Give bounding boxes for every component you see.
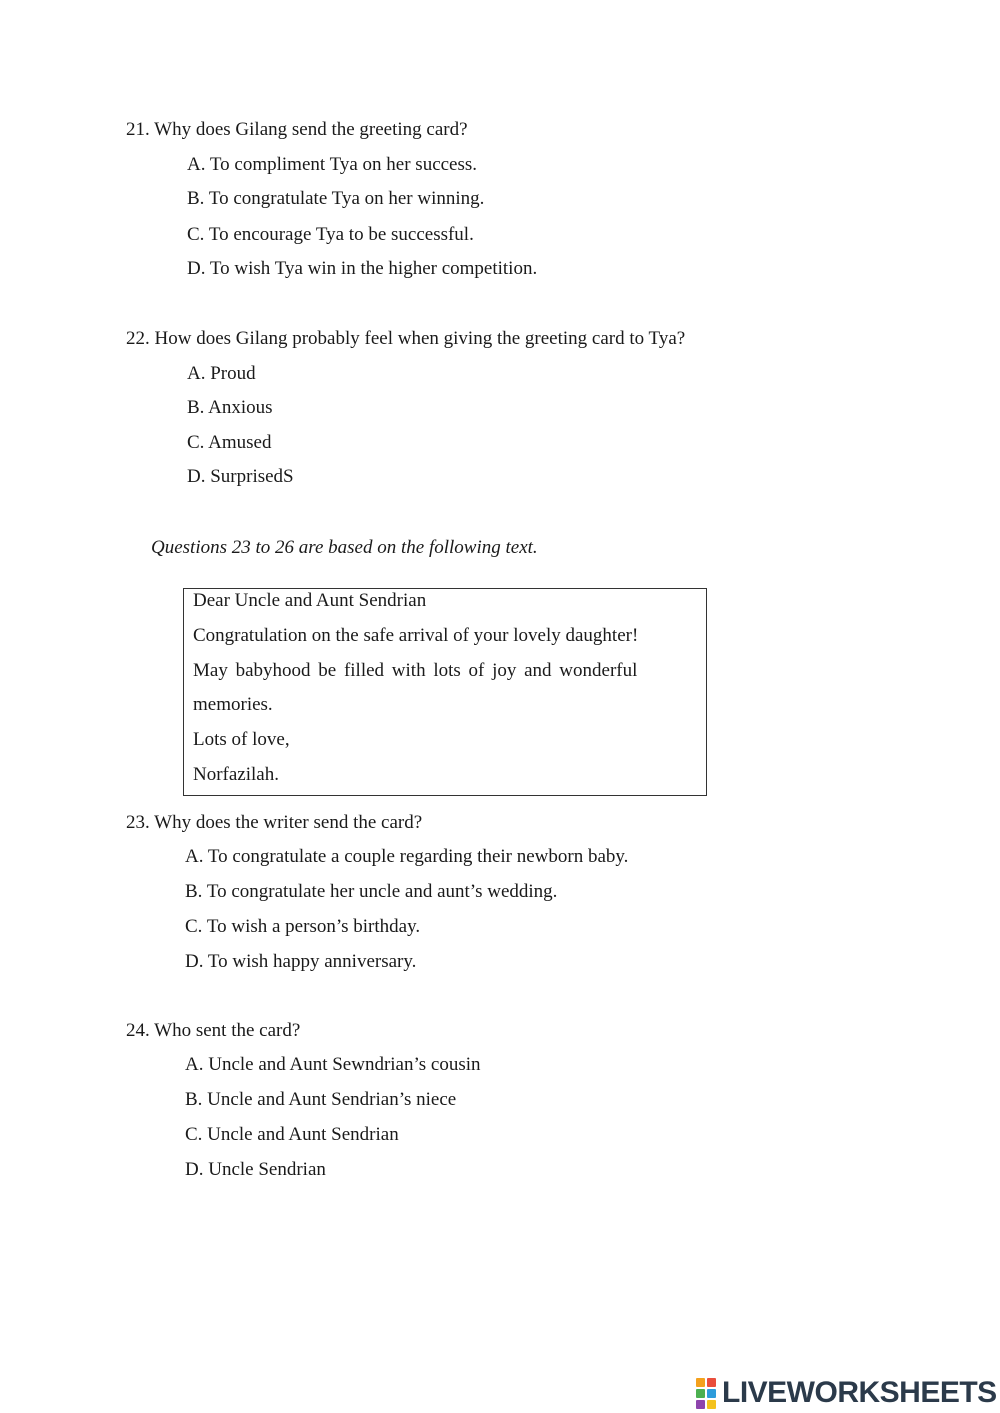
liveworksheets-logo — [696, 1376, 997, 1410]
card-line: memories. — [193, 694, 273, 715]
q24-option-d[interactable]: D. Uncle Sendrian — [185, 1159, 326, 1180]
question-21: 21. Why does Gilang send the greeting card? — [126, 119, 468, 140]
card-greeting: Dear Uncle and Aunt Sendrian — [193, 590, 427, 611]
logo-block — [707, 1389, 716, 1398]
q22-option-a[interactable]: A. Proud — [187, 363, 256, 384]
q22-option-b[interactable]: B. Anxious — [187, 397, 273, 418]
q23-option-a[interactable]: A. To congratulate a couple regarding their newborn baby. — [185, 846, 629, 867]
logo-block — [696, 1389, 705, 1398]
logo-blocks-icon — [696, 1378, 716, 1409]
question-23: 23. Why does the writer send the card? — [126, 812, 423, 833]
q23-option-d[interactable]: D. To wish happy anniversary. — [185, 951, 417, 972]
card-line: May babyhood be filled with lots of joy and wonderful — [193, 660, 638, 681]
q24-option-c[interactable]: C. Uncle and Aunt Sendrian — [185, 1124, 399, 1145]
q22-option-d[interactable]: D. SurprisedS — [187, 466, 294, 487]
q23-option-c[interactable]: C. To wish a person’s birthday. — [185, 916, 421, 937]
card-line: Congratulation on the safe arrival of your lovely daughter! — [193, 625, 639, 646]
logo-text: LIVEWORKSHEETS — [722, 1376, 997, 1409]
q24-option-a[interactable]: A. Uncle and Aunt Sewndrian’s cousin — [185, 1054, 481, 1075]
question-24: 24. Who sent the card? — [126, 1020, 301, 1041]
logo-block — [696, 1400, 705, 1409]
greeting-card-box — [183, 588, 707, 796]
question-22: 22. How does Gilang probably feel when giving the greeting card to Tya? — [126, 328, 686, 349]
q23-option-b[interactable]: B. To congratulate her uncle and aunt’s wedding. — [185, 881, 558, 902]
q21-option-d[interactable]: D. To wish Tya win in the higher competition. — [187, 258, 538, 279]
q21-option-c[interactable]: C. To encourage Tya to be successful. — [187, 224, 474, 245]
logo-block — [707, 1378, 716, 1387]
q24-option-b[interactable]: B. Uncle and Aunt Sendrian’s niece — [185, 1089, 457, 1110]
card-signature: Norfazilah. — [193, 764, 279, 785]
instruction-text: Questions 23 to 26 are based on the following text. — [151, 537, 538, 558]
q22-option-c[interactable]: C. Amused — [187, 432, 272, 453]
q21-option-a[interactable]: A. To compliment Tya on her success. — [187, 154, 478, 175]
q21-option-b[interactable]: B. To congratulate Tya on her winning. — [187, 188, 485, 209]
logo-block — [696, 1378, 705, 1387]
card-closing: Lots of love, — [193, 729, 290, 750]
logo-block — [707, 1400, 716, 1409]
